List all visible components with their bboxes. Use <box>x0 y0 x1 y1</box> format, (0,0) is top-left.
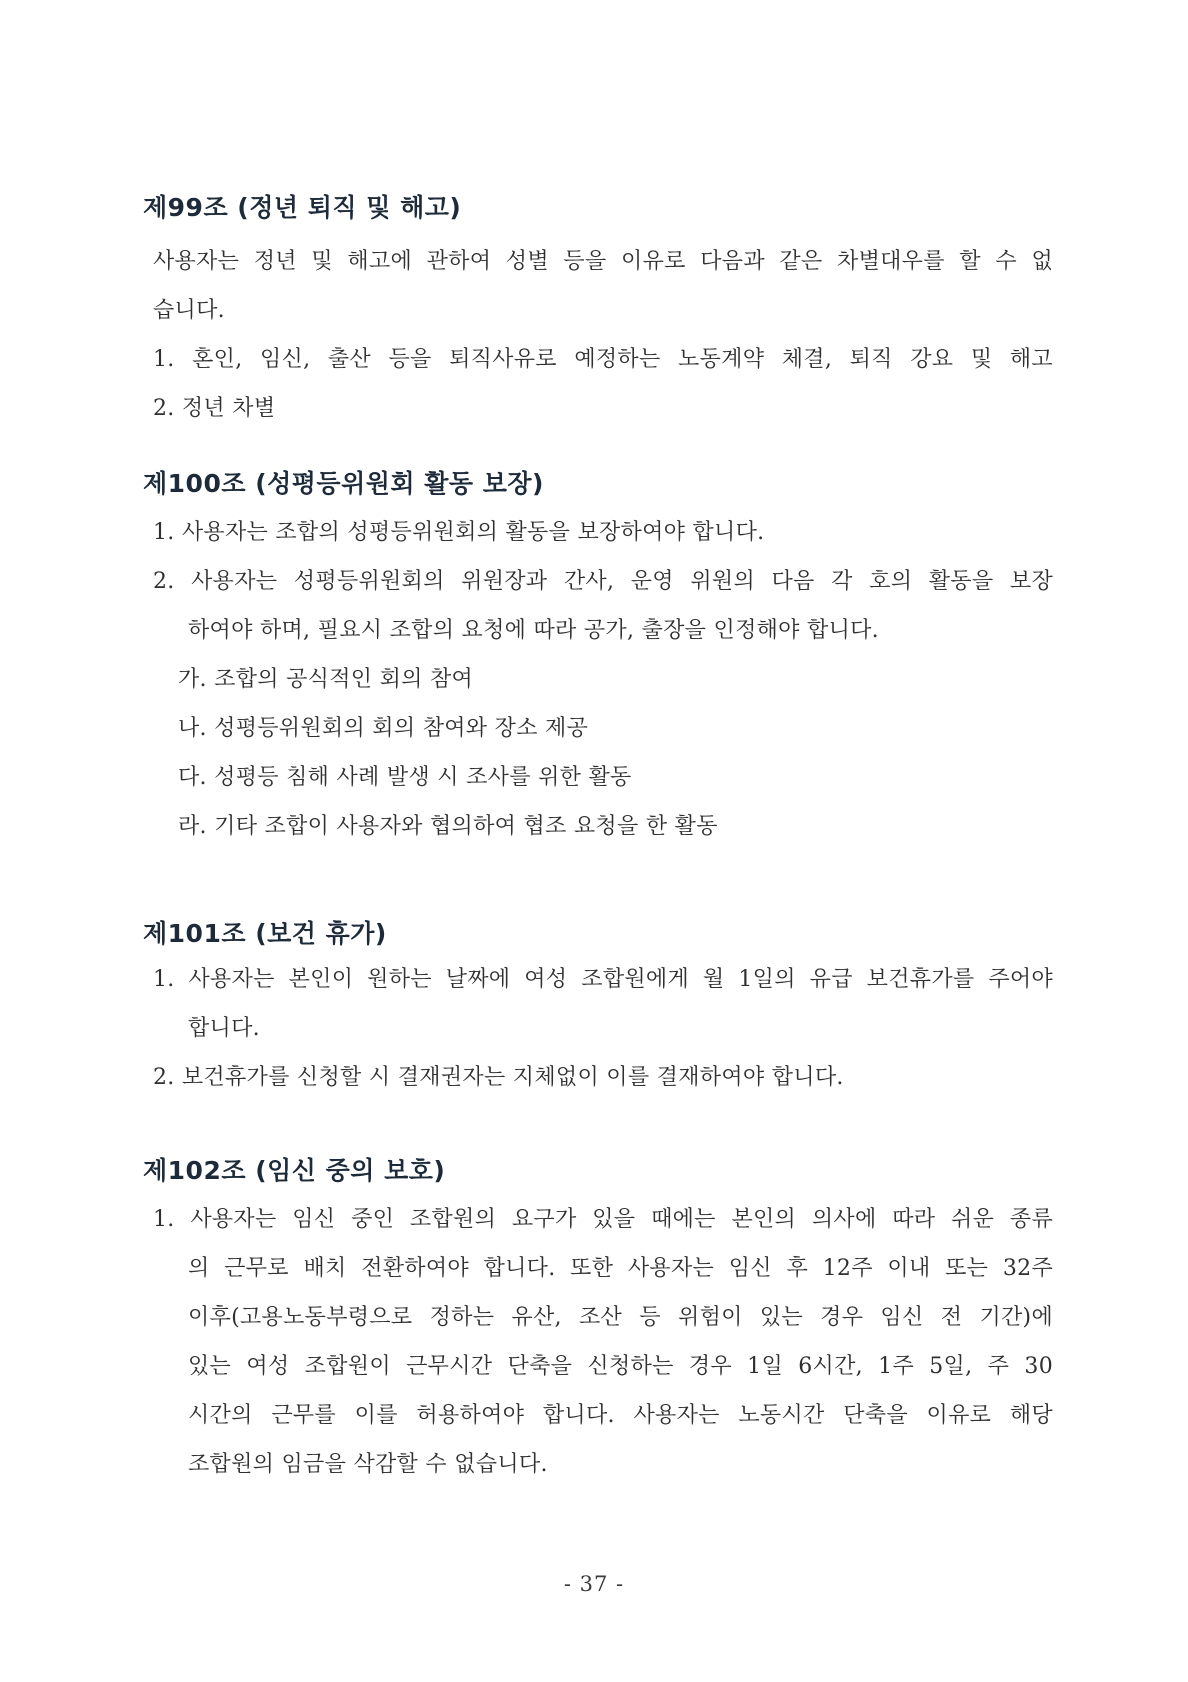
list-item: 2. 보건휴가를 신청할 시 결재권자는 지체없이 이를 결재하여야 합니다. <box>153 1065 844 1090</box>
list-item: 2. 사용자는 성평등위원회의 위원장과 간사, 운영 위원의 다음 각 호의 활동을 보장 <box>153 569 1053 594</box>
article-heading: 제102조 (임신 중의 보호) <box>143 1156 446 1185</box>
article-paragraph: 습니다. <box>153 298 225 323</box>
list-item: 1. 사용자는 본인이 원하는 날짜에 여성 조합원에게 월 1일의 유급 보건휴가를 주어야 <box>153 967 1053 992</box>
sub-list-item: 라. 기타 조합이 사용자와 협의하여 협조 요청을 한 활동 <box>178 814 718 839</box>
article-99 <box>143 188 1053 433</box>
list-item-continuation: 있는 여성 조합원이 근무시간 단축을 신청하는 경우 1일 6시간, 1주 5일, 주 30 <box>188 1354 1053 1379</box>
article-100 <box>143 464 1053 851</box>
list-item-continuation: 의 근무로 배치 전환하여야 합니다. 또한 사용자는 임신 후 12주 이내 또는 32주 <box>188 1256 1053 1281</box>
article-heading: 제100조 (성평등위원회 활동 보장) <box>143 469 544 498</box>
article-heading: 제99조 (정년 퇴직 및 해고) <box>143 193 462 222</box>
list-item: 1. 사용자는 임신 중인 조합원의 요구가 있을 때에는 본인의 의사에 따라 쉬운 종류 <box>153 1207 1053 1232</box>
list-item-continuation: 하여야 하며, 필요시 조합의 요청에 따라 공가, 출장을 인정해야 합니다. <box>188 618 879 643</box>
page-number: - 37 - <box>563 1572 625 1596</box>
list-item: 1. 사용자는 조합의 성평등위원회의 활동을 보장하여야 합니다. <box>153 520 765 545</box>
sub-list-item: 다. 성평등 침해 사례 발생 시 조사를 위한 활동 <box>178 765 632 790</box>
article-102 <box>143 1151 1053 1489</box>
sub-list-item: 가. 조합의 공식적인 회의 참여 <box>178 667 474 692</box>
article-heading: 제101조 (보건 휴가) <box>143 919 387 948</box>
list-item-continuation: 조합원의 임금을 삭감할 수 없습니다. <box>188 1452 548 1477</box>
article-paragraph: 사용자는 정년 및 해고에 관하여 성별 등을 이유로 다음과 같은 차별대우를 할 수 없 <box>153 249 1053 274</box>
list-item-continuation: 합니다. <box>188 1016 260 1041</box>
list-item-continuation: 시간의 근무를 이를 허용하여야 합니다. 사용자는 노동시간 단축을 이유로 해당 <box>188 1403 1053 1428</box>
list-item: 2. 정년 차별 <box>153 396 276 421</box>
article-101 <box>143 914 1053 1102</box>
list-item: 1. 혼인, 임신, 출산 등을 퇴직사유로 예정하는 노동계약 체결, 퇴직 강요 및 해고 <box>153 347 1053 372</box>
list-item-continuation: 이후(고용노동부령으로 정하는 유산, 조산 등 위험이 있는 경우 임신 전 기간)에 <box>188 1305 1053 1330</box>
sub-list-item: 나. 성평등위원회의 회의 참여와 장소 제공 <box>178 716 589 741</box>
